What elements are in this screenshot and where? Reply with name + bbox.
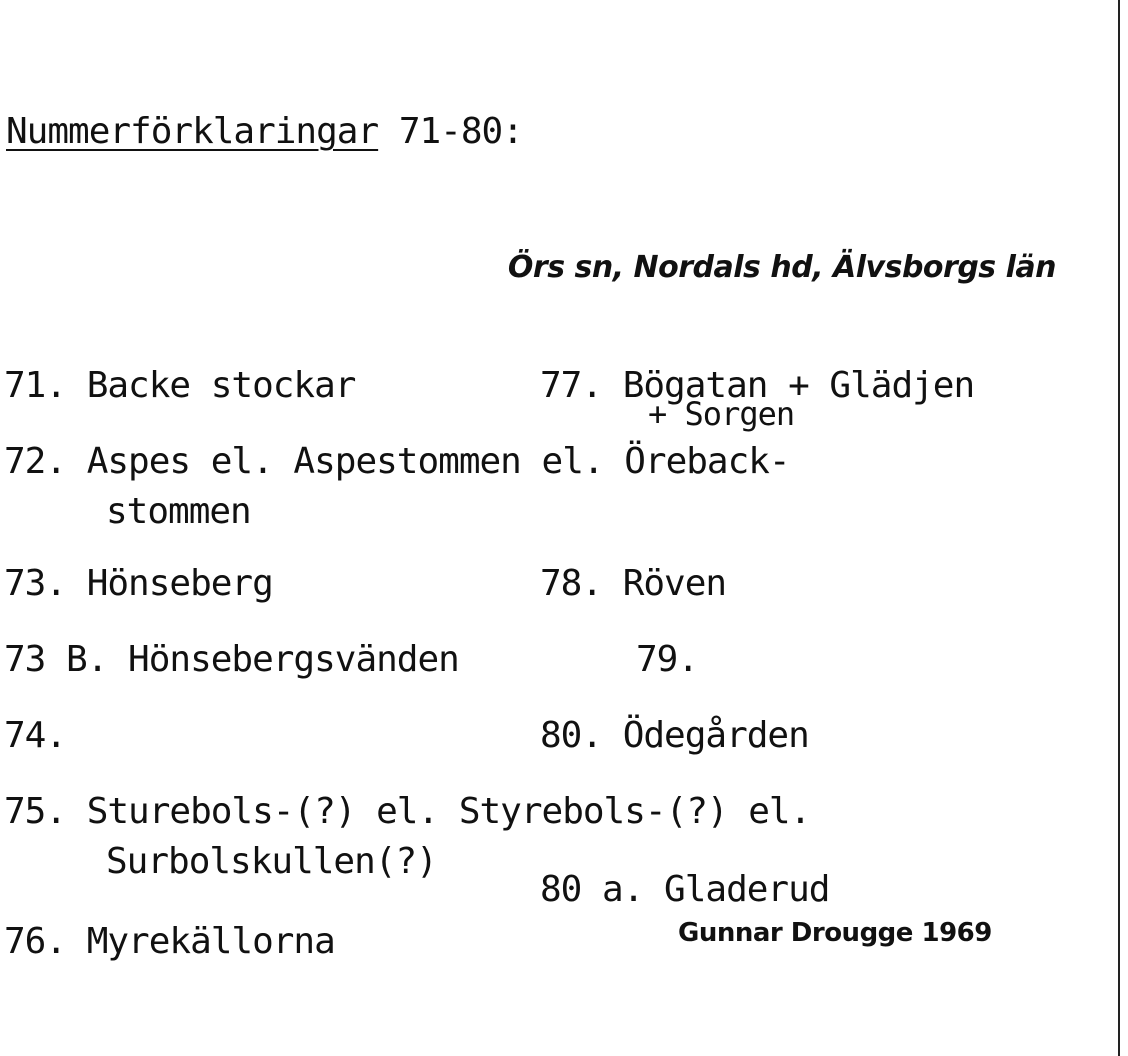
title-range: 71-80: xyxy=(378,111,523,152)
location-heading: Örs sn, Nordals hd, Älvsborgs län xyxy=(507,250,1056,285)
entry-73b: 73 B. Hönsebergsvänden xyxy=(4,639,459,680)
page-edge-line xyxy=(1118,0,1120,1056)
title-underlined: Nummerförklaringar xyxy=(6,111,379,152)
entry-72: 72. Aspes el. Aspestommen el. Öreback- xyxy=(4,441,790,482)
entry-72-continuation: stommen xyxy=(106,491,251,532)
entry-77: 77. Bögatan + Glädjen xyxy=(540,365,975,406)
page-title xyxy=(6,112,523,152)
entry-80: 80. Ödegården xyxy=(540,715,809,756)
entry-77-continuation: + Sorgen xyxy=(648,395,795,433)
entry-73: 73. Hönseberg xyxy=(4,563,273,604)
entry-74: 74. xyxy=(4,715,67,756)
entry-76: 76. Myrekällorna xyxy=(4,921,335,962)
entry-71: 71. Backe stockar xyxy=(4,365,356,406)
entry-79: 79. xyxy=(636,639,699,680)
entry-75: 75. Sturebols-(?) el. Styrebols-(?) el. xyxy=(4,791,811,832)
entry-75-continuation: Surbolskullen(?) xyxy=(106,841,437,882)
entry-80a: 80 a. Gladerud xyxy=(540,869,830,910)
signature: Gunnar Drougge 1969 xyxy=(678,918,992,948)
entry-78: 78. Röven xyxy=(540,563,727,604)
